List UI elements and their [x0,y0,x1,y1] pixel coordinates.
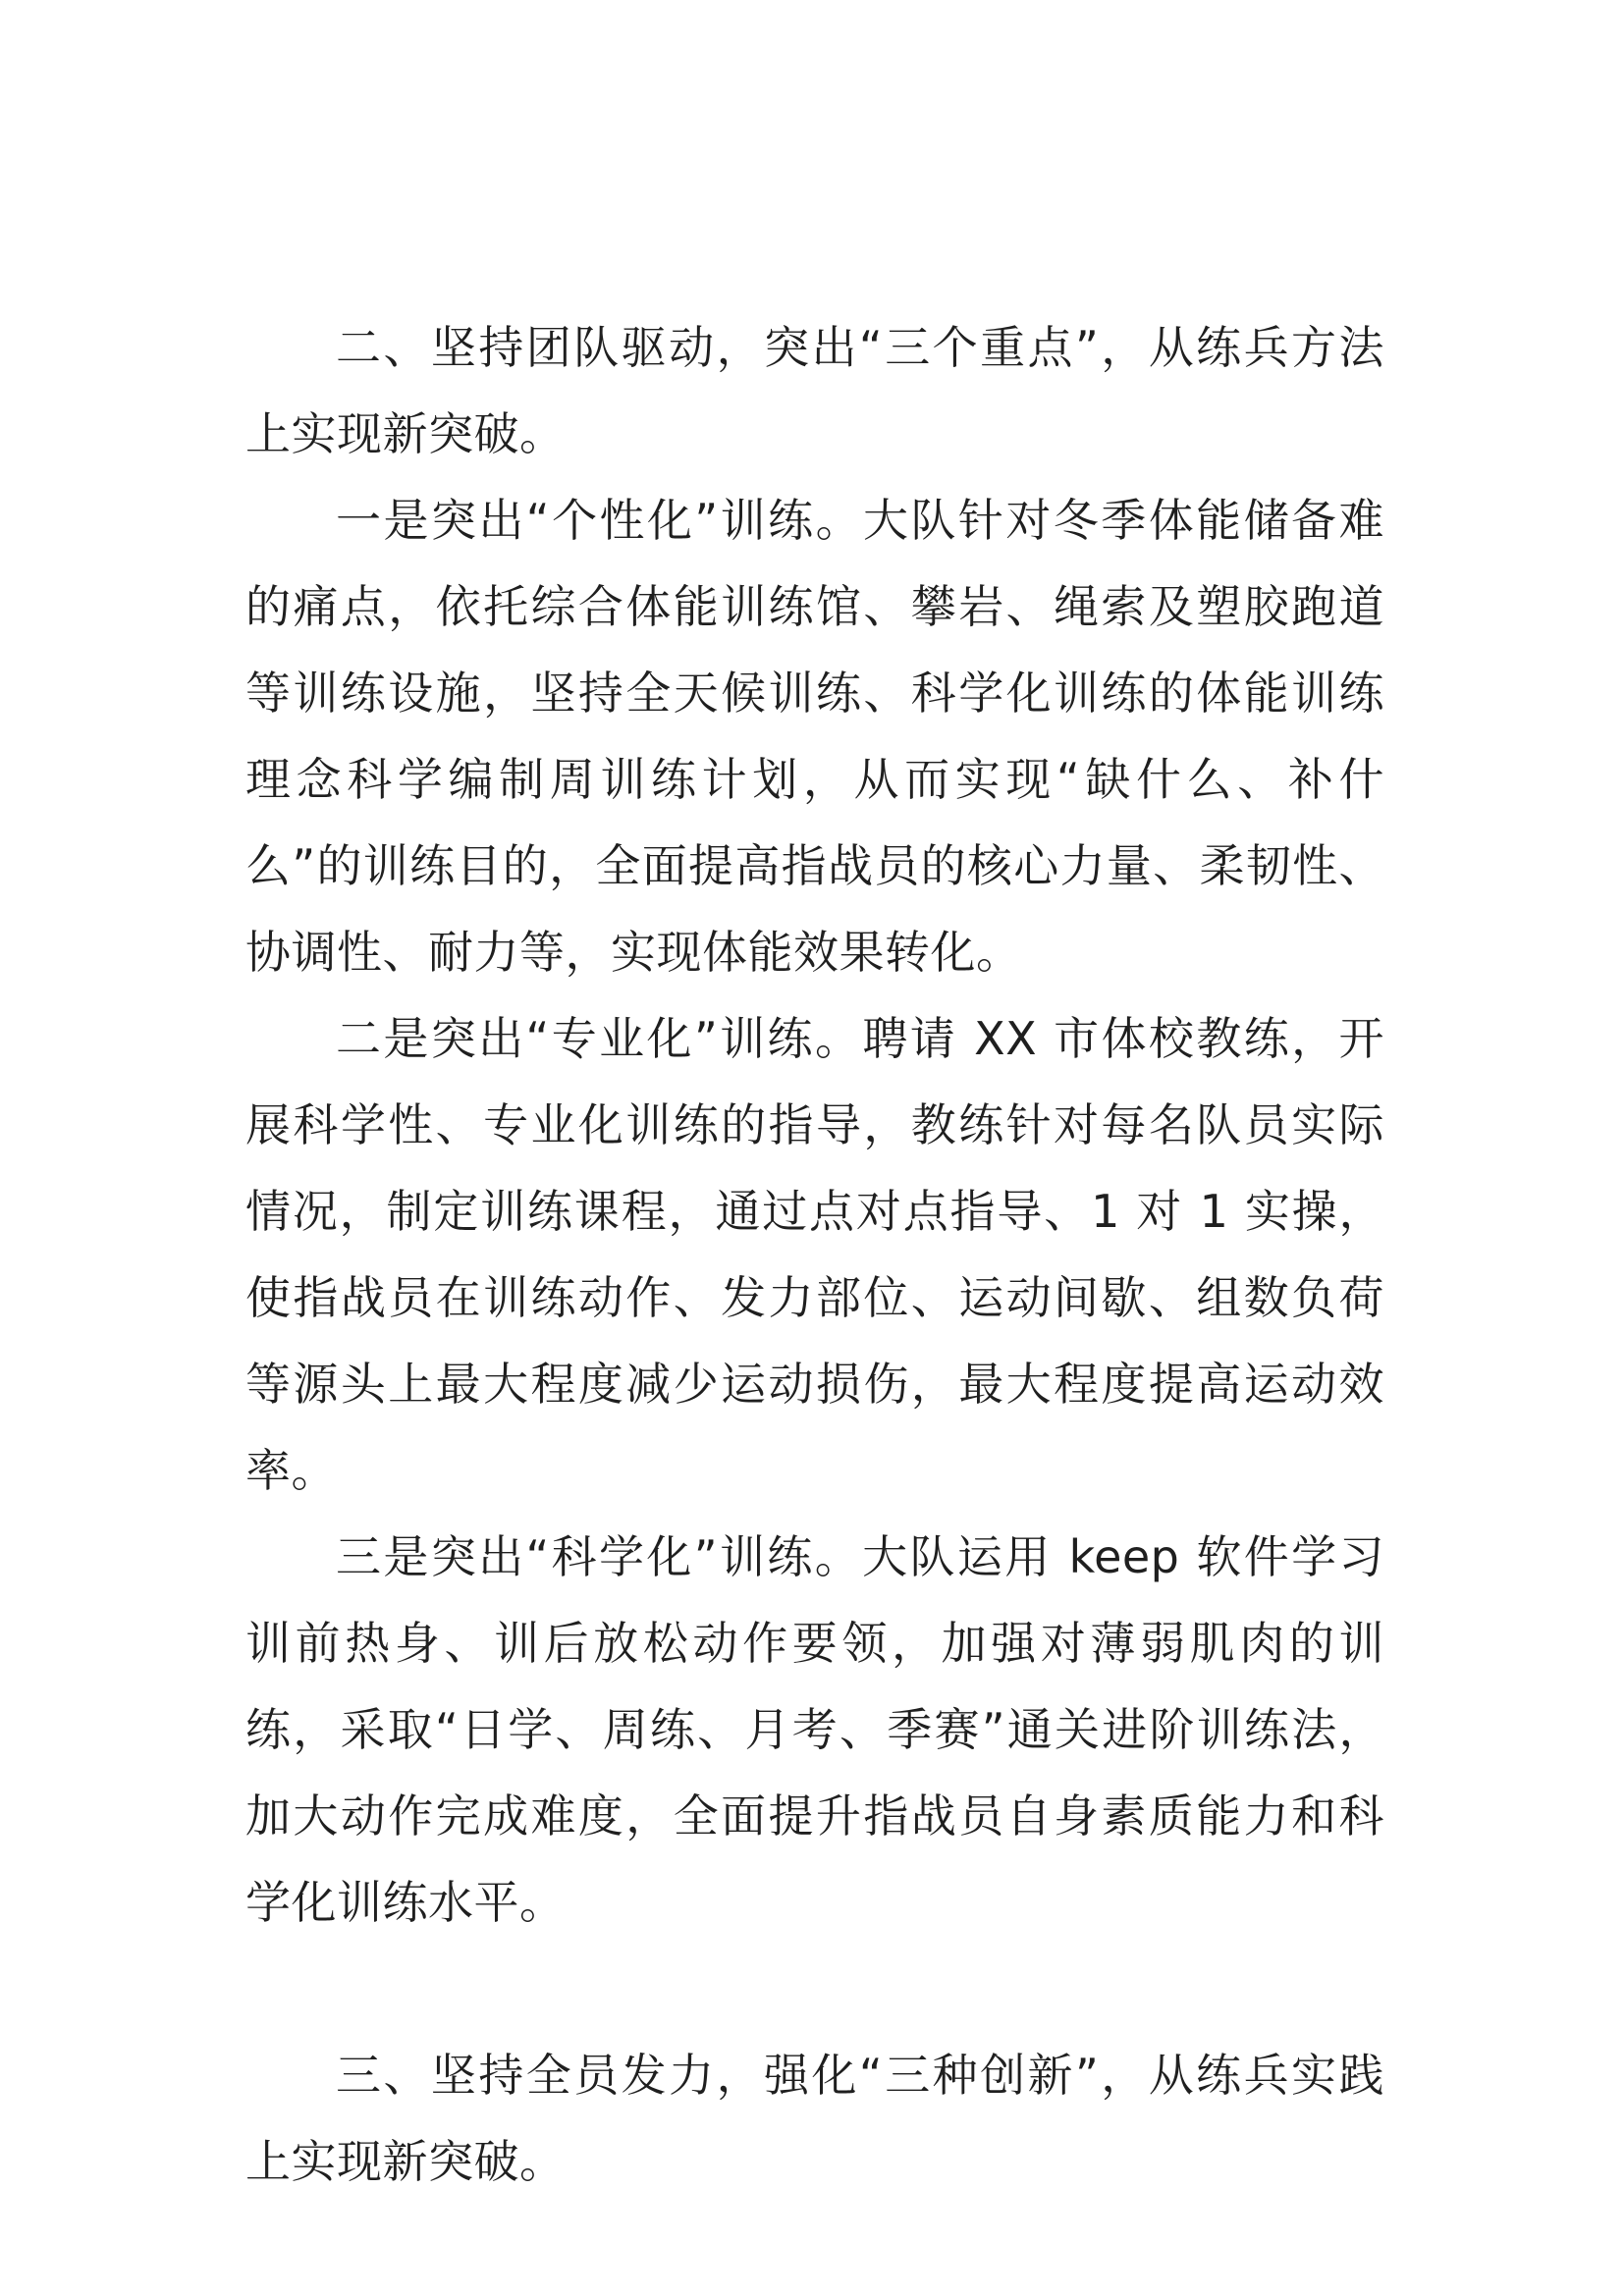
document-body [245,304,1384,2205]
paragraph-personalized-training: 一是突出“个性化”训练。大队针对冬季体能储备难的痛点，依托综合体能训练馆、攀岩、绳索及塑胶跑道等训练设施，坚持全天候训练、科学化训练的体能训练理念科学编制周训练计划，从而实现“缺什么、补什么”的训练目的，全面提高指战员的核心力量、柔韧性、协调性、耐力等，实现体能效果转化。 [245,494,1384,979]
paragraph-scientific-training: 三是突出“科学化”训练。大队运用 keep 软件学习训前热身、训后放松动作要领，加强对薄弱肌肉的训练，采取“日学、周练、月考、季赛”通关进阶训练法，加大动作完成难度，全面提升指战员自身素质能力和科学化训练水平。 [245,1530,1384,1929]
section-heading-two: 二、坚持团队驱动，突出“三个重点”，从练兵方法上实现新突破。 [245,321,1384,460]
section-spacer [245,1946,1384,2032]
section-heading-three: 三、坚持全员发力，强化“三种创新”，从练兵实践上实现新突破。 [245,2049,1384,2188]
paragraph-professional-training: 二是突出“专业化”训练。聘请 XX 市体校教练，开展科学性、专业化训练的指导，教练针对每名队员实际情况，制定训练课程，通过点对点指导、1 对 1 实操，使指战员在训练动作、发力部位、运动间歇、组数负荷等源头上最大程度减少运动损伤，最大程度提高运动效率。 [245,1012,1384,1497]
